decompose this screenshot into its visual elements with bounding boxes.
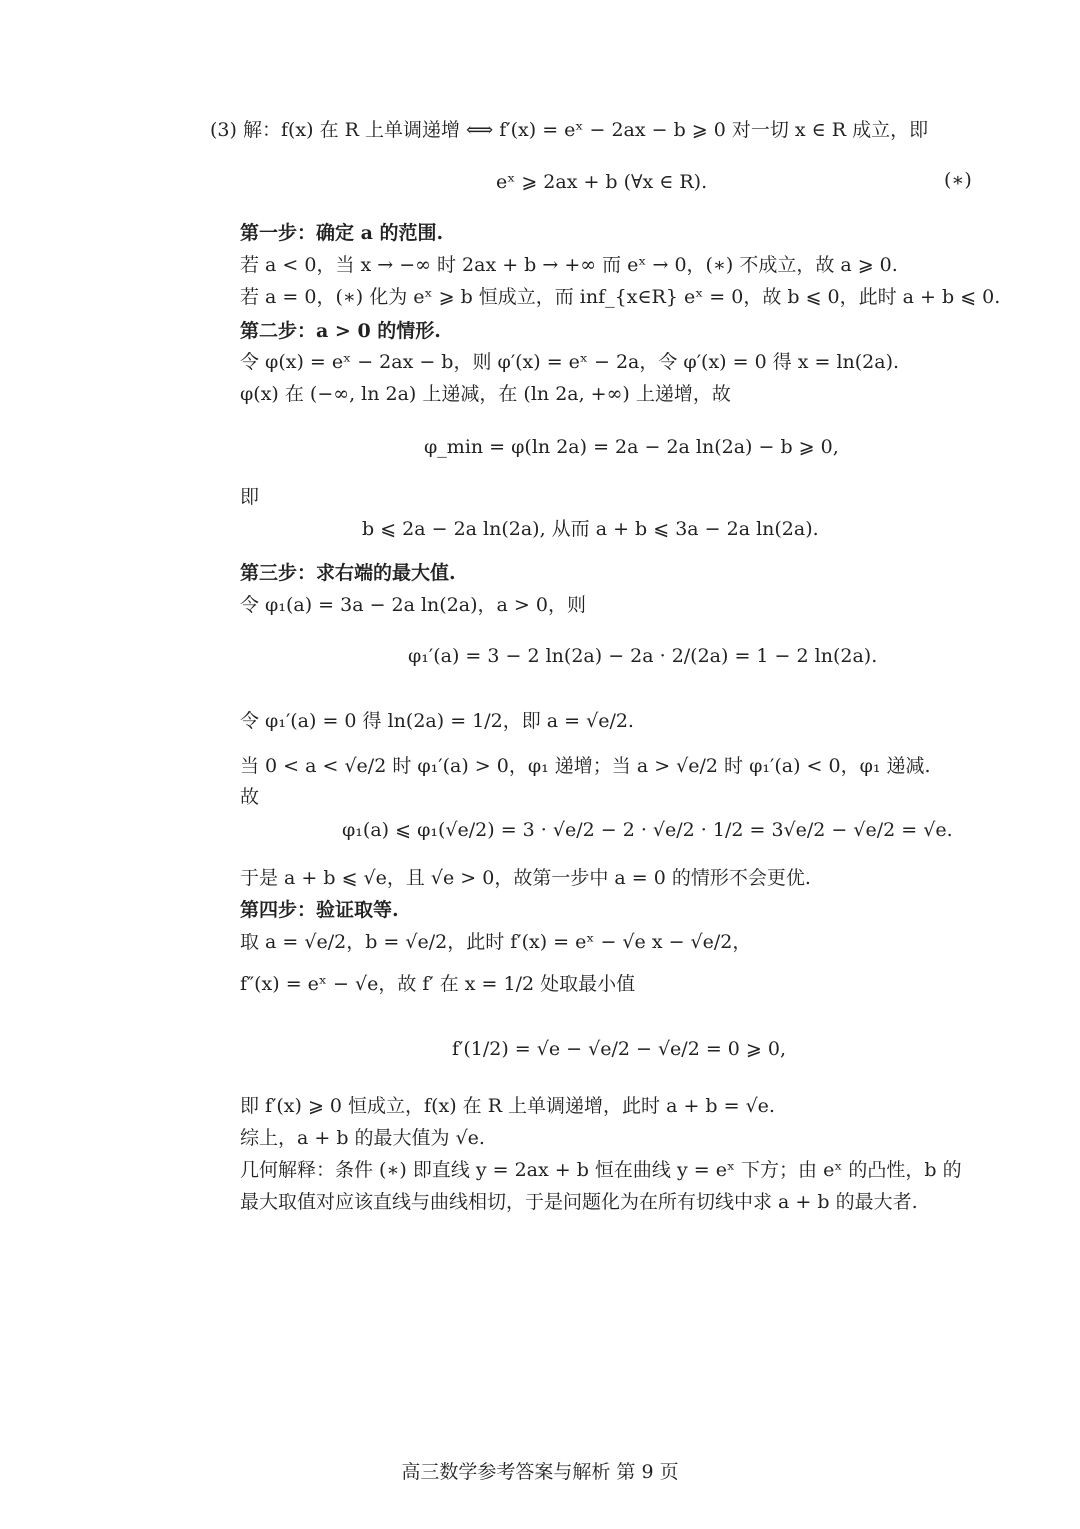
phi-min-equation: φ_min = φ(ln 2a) = 2a − 2a ln(2a) − b ⩾ 0, (424, 436, 839, 458)
step-3-define-phi1: 令 φ₁(a) = 3a − 2a ln(2a)，a > 0，则 (240, 594, 586, 616)
step-2-monotonicity: φ(x) 在 (−∞, ln 2a) 上递减，在 (ln 2a, +∞) 上递增，故 (240, 383, 731, 405)
step-2-heading: 第二步：a > 0 的情形. (240, 320, 441, 342)
step-4-verification: 即 f′(x) ⩾ 0 恒成立，f(x) 在 R 上单调递增，此时 a + b = √e. (240, 1095, 775, 1117)
step-4-choose-values: 取 a = √e/2，b = √e/2，此时 f′(x) = eˣ − √e x − √e/2， (240, 931, 752, 953)
step-2-define-phi: 令 φ(x) = eˣ − 2ax − b，则 φ′(x) = eˣ − 2a，令 φ′(x) = 0 得 x = ln(2a). (240, 351, 900, 373)
b-bound-equation: b ⩽ 2a − 2a ln(2a), 从而 a + b ⩽ 3a − 2a ln(2a). (362, 518, 819, 540)
condition-star: eˣ ⩾ 2ax + b (∀x ∈ R). (496, 171, 708, 193)
geometric-interpretation-line-2: 最大取值对应该直线与曲线相切，于是问题化为在所有切线中求 a + b 的最大者. (240, 1191, 918, 1213)
step-3-therefore: 故 (240, 786, 260, 808)
step-3-monotonicity: 当 0 < a < √e/2 时 φ₁′(a) > 0，φ₁ 递增；当 a > √e/2 时 φ₁′(a) < 0，φ₁ 递减. (240, 755, 931, 777)
step-2-therefore: 即 (240, 486, 260, 508)
step-3-critical-point: 令 φ₁′(a) = 0 得 ln(2a) = 1/2，即 a = √e/2. (240, 710, 634, 732)
step-1-case-a-negative: 若 a < 0，当 x → −∞ 时 2ax + b → +∞ 而 eˣ → 0，(∗) 不成立，故 a ⩾ 0. (240, 254, 898, 276)
step-3-conclusion: 于是 a + b ⩽ √e，且 √e > 0，故第一步中 a = 0 的情形不会更优. (240, 867, 811, 889)
page-footer: 高三数学参考答案与解析 第 9 页 (401, 1461, 679, 1483)
step-4-heading: 第四步：验证取等. (240, 899, 399, 921)
f-prime-half-equation: f′(1/2) = √e − √e/2 − √e/2 = 0 ⩾ 0, (452, 1038, 786, 1060)
step-3-heading: 第三步：求右端的最大值. (240, 562, 456, 584)
phi1-max-equation: φ₁(a) ⩽ φ₁(√e/2) = 3 · √e/2 − 2 · √e/2 · 1/2 = 3√e/2 − √e/2 = √e. (342, 819, 953, 841)
geometric-interpretation-line-1: 几何解释：条件 (∗) 即直线 y = 2ax + b 恒在曲线 y = eˣ 下方；由 eˣ 的凸性，b 的 (240, 1159, 962, 1181)
step-1-case-a-zero: 若 a = 0，(∗) 化为 eˣ ⩾ b 恒成立，而 inf_{x∈R} eˣ = 0，故 b ⩽ 0，此时 a + b ⩽ 0. (240, 286, 1001, 308)
equation-tag: (∗) (944, 169, 972, 191)
solution-intro: (3) 解：f(x) 在 R 上单调递增 ⟺ f′(x) = eˣ − 2ax − b ⩾ 0 对一切 x ∈ R 成立，即 (210, 119, 929, 141)
step-1-heading: 第一步：确定 a 的范围. (240, 222, 444, 244)
step-4-second-derivative: f″(x) = eˣ − √e，故 f′ 在 x = 1/2 处取最小值 (240, 973, 636, 995)
final-conclusion: 综上，a + b 的最大值为 √e. (240, 1127, 485, 1149)
phi1-derivative-equation: φ₁′(a) = 3 − 2 ln(2a) − 2a · 2/(2a) = 1 − 2 ln(2a). (408, 645, 878, 667)
